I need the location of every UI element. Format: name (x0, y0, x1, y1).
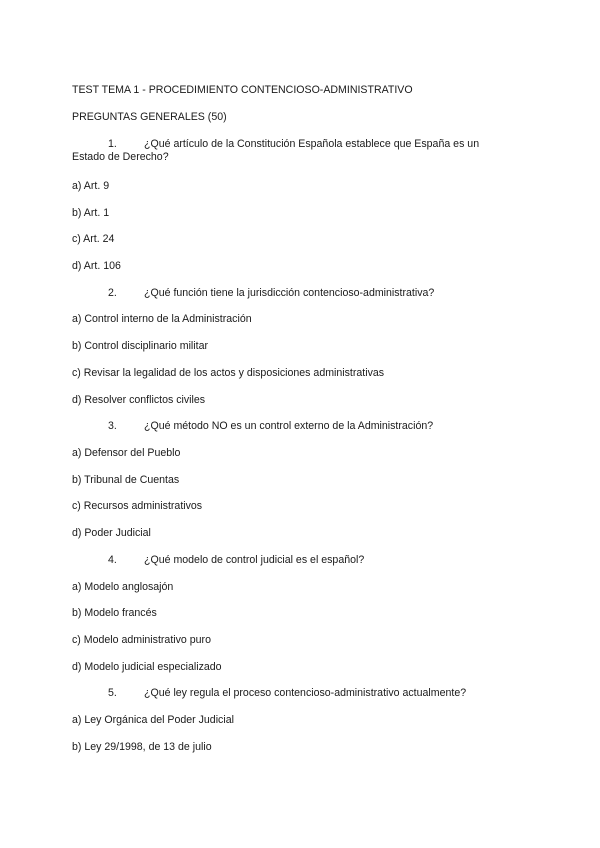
question-number: 3. (108, 420, 117, 432)
question-text: ¿Qué modelo de control judicial es el español? (144, 554, 365, 566)
question-number: 5. (108, 687, 117, 699)
question-number: 1. (108, 138, 117, 150)
question-text: ¿Qué método NO es un control externo de la Administración? (144, 420, 434, 432)
option-3c: c) Recursos administrativos (72, 500, 203, 512)
option-2b: b) Control disciplinario militar (72, 340, 208, 352)
question-text: ¿Qué artículo de la Constitución Española establece que España es un Estado de Derecho? (72, 138, 480, 163)
option-5b: b) Ley 29/1998, de 13 de julio (72, 741, 212, 753)
option-1d: d) Art. 106 (72, 260, 121, 272)
question-5 (72, 687, 512, 700)
question-4 (72, 554, 512, 567)
question-3 (72, 420, 512, 433)
option-3b: b) Tribunal de Cuentas (72, 474, 180, 486)
option-2a: a) Control interno de la Administración (72, 313, 252, 325)
option-1b: b) Art. 1 (72, 207, 110, 219)
option-4c: c) Modelo administrativo puro (72, 634, 211, 646)
option-1a: a) Art. 9 (72, 180, 110, 192)
option-4d: d) Modelo judicial especializado (72, 661, 222, 673)
option-4a: a) Modelo anglosajón (72, 581, 174, 593)
option-5a: a) Ley Orgánica del Poder Judicial (72, 714, 234, 726)
option-1c: c) Art. 24 (72, 233, 115, 245)
question-text: ¿Qué función tiene la jurisdicción contencioso-administrativa? (144, 287, 435, 299)
question-text: ¿Qué ley regula el proceso contencioso-administrativo actualmente? (144, 687, 467, 699)
question-number: 2. (108, 287, 117, 299)
question-2 (72, 287, 512, 300)
section-heading: PREGUNTAS GENERALES (50) (72, 111, 227, 123)
option-3d: d) Poder Judicial (72, 527, 151, 539)
option-2d: d) Resolver conflictos civiles (72, 394, 206, 406)
option-3a: a) Defensor del Pueblo (72, 447, 181, 459)
option-2c: c) Revisar la legalidad de los actos y disposiciones administrativas (72, 367, 385, 379)
option-4b: b) Modelo francés (72, 607, 157, 619)
document-title: TEST TEMA 1 - PROCEDIMIENTO CONTENCIOSO-ADMINISTRATIVO (72, 84, 413, 96)
question-number: 4. (108, 554, 117, 566)
question-1 (72, 138, 512, 164)
